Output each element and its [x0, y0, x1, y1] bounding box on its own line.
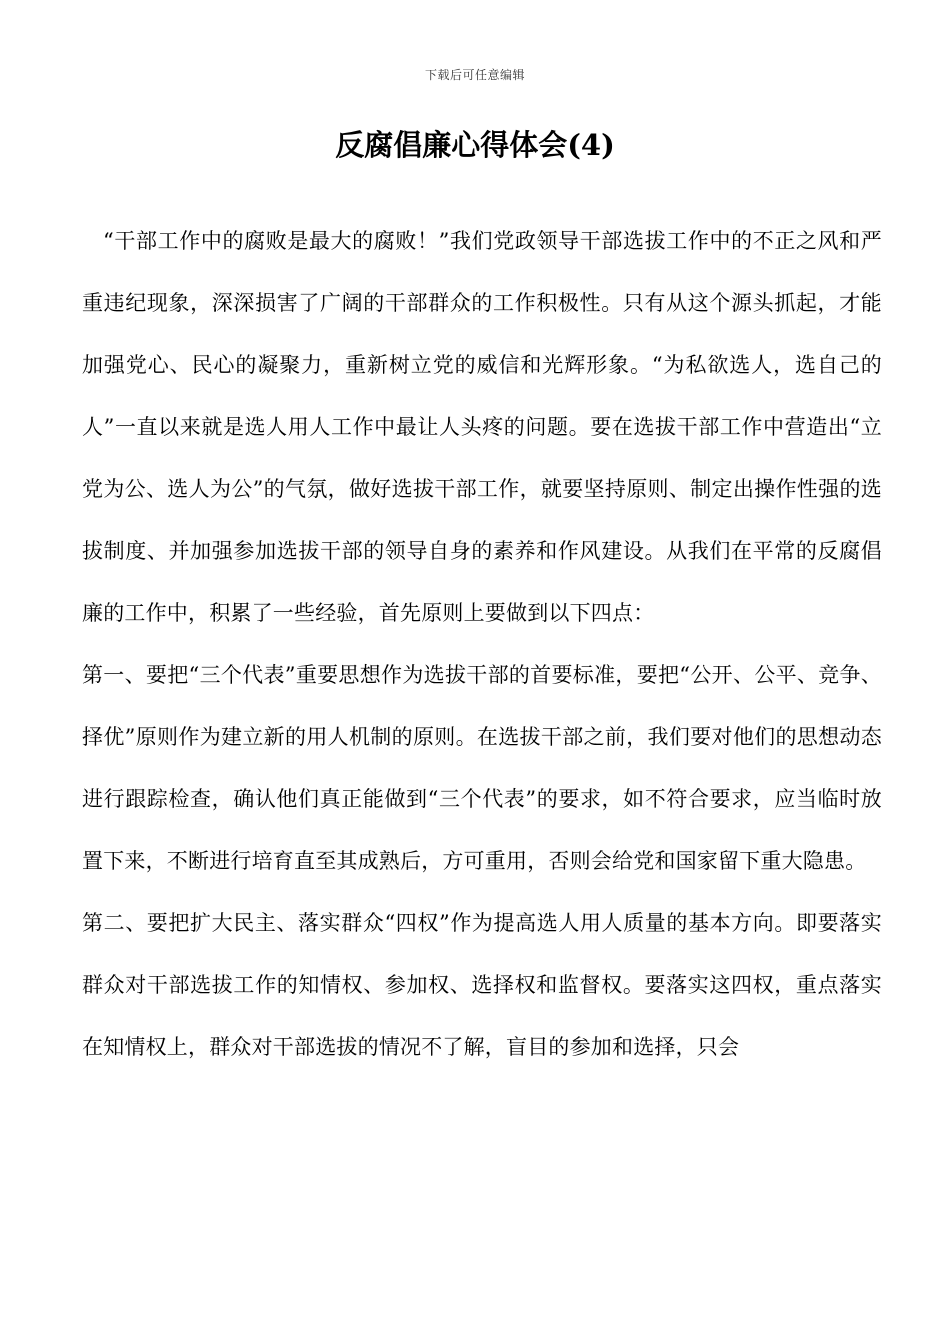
paragraph-point-one: 第一、要把“三个代表”重要思想作为选拔干部的首要标准，要把“公开、公平、竞争、择优”原则作为建立新的用人机制的原则。在选拔干部之前，我们要对他们的思想动态进行跟踪检查，确认他们真正能做到“三个代表”的要求，如不符合要求，应当临时放置下来，不断进行培育直至其成熟后，方可重用，否则会给党和国家留下重大隐患。	[82, 663, 882, 873]
paragraph-point-two: 第二、要把扩大民主、落实群众“四权”作为提高选人用人质量的基本方向。即要落实群众对干部选拔工作的知情权、参加权、选择权和监督权。要落实这四权，重点落实在知情权上，群众对干部选拔的情况不了解，盲目的参加和选择，只会	[82, 911, 882, 1059]
document-body	[82, 210, 882, 1078]
header-note: 下载后可任意编辑	[424, 68, 525, 82]
paragraph-intro: “干部工作中的腐败是最大的腐败！”我们党政领导干部选拔工作中的不正之风和严重违纪现象，深深损害了广阔的干部群众的工作积极性。只有从这个源头抓起，才能加强党心、民心的凝聚力，重新树立党的威信和光辉形象。“为私欲选人，选自己的人”一直以来就是选人用人工作中最让人头疼的问题。要在选拔干部工作中营造出“立党为公、选人为公”的气氛，做好选拔干部工作，就要坚持原则、制定出操作性强的选拔制度、并加强参加选拔干部的领导自身的素养和作风建设。从我们在平常的反腐倡廉的工作中，积累了一些经验，首先原则上要做到以下四点：	[82, 229, 882, 625]
document-title: 反腐倡廉心得体会(4)	[335, 128, 615, 162]
